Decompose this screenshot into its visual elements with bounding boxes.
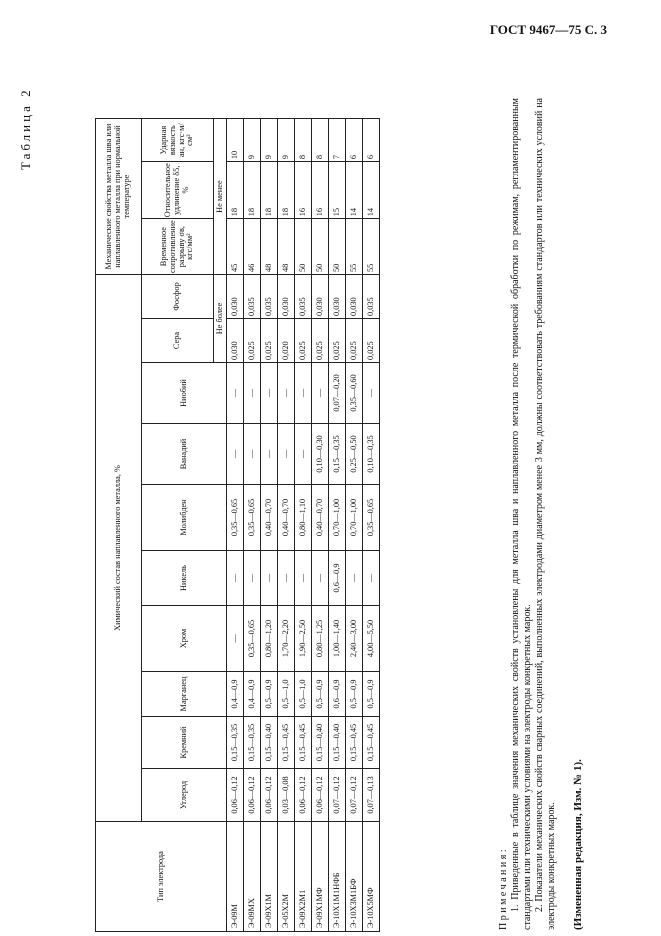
cell-type: Э-10Х5МФ xyxy=(363,822,380,932)
cell-mn: 0,5—1,0 xyxy=(295,672,312,717)
cell-delta: 18 xyxy=(244,162,261,219)
cell-mn: 0,5—0,9 xyxy=(312,672,329,717)
electrode-table xyxy=(95,118,380,932)
cell-ni: — xyxy=(278,551,295,606)
cell-p: 0,030 xyxy=(346,275,363,319)
cell-type: Э-10Х3М1БФ xyxy=(346,822,363,932)
chrome-header: Хром xyxy=(142,606,227,672)
table-caption: Таблица 2 xyxy=(18,87,33,170)
table-row xyxy=(363,119,380,932)
chem-composition-header: Химический состав наплавленного металла, % xyxy=(96,275,142,822)
cell-p: 0,030 xyxy=(329,275,346,319)
cell-p: 0,035 xyxy=(363,275,380,319)
cell-c: 0,06—0,12 xyxy=(295,769,312,822)
cell-mo: 0,35—0,65 xyxy=(227,485,244,551)
elongation-header: Относительное удлинение δ5, % xyxy=(142,162,214,219)
rotated-page-content xyxy=(0,87,661,936)
silicon-header: Кремний xyxy=(142,717,227,769)
cell-mn: 0,5—0,9 xyxy=(363,672,380,717)
cell-mn: 0,5—1,0 xyxy=(278,672,295,717)
cell-si: 0,15—0,45 xyxy=(363,717,380,769)
cell-si: 0,15—0,40 xyxy=(261,717,278,769)
cell-a: 7 xyxy=(329,119,346,162)
cell-v: — xyxy=(278,424,295,485)
cell-ni: — xyxy=(261,551,278,606)
note-2: 2. Показатели механических свойств сварных соединений, выполненных электродами диаметром менее 3 мм, должны соответствовать требованиям стандартов или технических условий на электроды конкретных марок. xyxy=(534,98,557,930)
cell-mn: 0,4—0,9 xyxy=(227,672,244,717)
cell-ni: — xyxy=(244,551,261,606)
cell-cr: 0,80—1,25 xyxy=(312,606,329,672)
cell-type: Э-09Х1М xyxy=(261,822,278,932)
cell-si: 0,15—0,45 xyxy=(295,717,312,769)
cell-sigma: 48 xyxy=(278,219,295,275)
cell-sigma: 50 xyxy=(329,219,346,275)
cell-type: Э-09М xyxy=(227,822,244,932)
cell-ni: 0,6—0,9 xyxy=(329,551,346,606)
cell-delta: 14 xyxy=(346,162,363,219)
cell-v: 0,15—0,35 xyxy=(329,424,346,485)
cell-delta: 18 xyxy=(278,162,295,219)
cell-mo: 0,70—1,00 xyxy=(329,485,346,551)
cell-delta: 14 xyxy=(363,162,380,219)
cell-nb: — xyxy=(312,363,329,424)
cell-delta: 16 xyxy=(312,162,329,219)
table-row xyxy=(295,119,312,932)
cell-cr: — xyxy=(227,606,244,672)
cell-si: 0,15—0,40 xyxy=(312,717,329,769)
cell-p: 0,035 xyxy=(261,275,278,319)
molybdenum-header: Молибден xyxy=(142,485,227,551)
niobium-header: Ниобий xyxy=(142,363,227,424)
cell-s: 0,025 xyxy=(363,319,380,363)
cell-c: 0,07—0,12 xyxy=(329,769,346,822)
manganese-header: Марганец xyxy=(142,672,227,717)
cell-c: 0,06—0,12 xyxy=(244,769,261,822)
strength-header: Временное сопротивление разрыву σв, кгс/мм² xyxy=(142,219,214,275)
redaction-note: (Измененная редакция, Изм. № 1). xyxy=(572,759,584,930)
notes-section xyxy=(498,98,558,930)
table-row xyxy=(278,119,295,932)
cell-sigma: 46 xyxy=(244,219,261,275)
cell-mn: 0,5—0,9 xyxy=(346,672,363,717)
cell-mo: 0,35—0,65 xyxy=(363,485,380,551)
table-row xyxy=(329,119,346,932)
cell-s: 0,020 xyxy=(278,319,295,363)
cell-cr: 0,35—0,65 xyxy=(244,606,261,672)
table-row xyxy=(346,119,363,932)
cell-type: Э-09МХ xyxy=(244,822,261,932)
cell-type: Э-10Х1М1НФБ xyxy=(329,822,346,932)
cell-v: — xyxy=(295,424,312,485)
table-row xyxy=(227,119,244,932)
cell-si: 0,15—0,35 xyxy=(227,717,244,769)
cell-nb: — xyxy=(295,363,312,424)
cell-cr: 1,90—2,50 xyxy=(295,606,312,672)
impact-header: Ударная вязкость aн, кгс·м/см² xyxy=(142,119,214,162)
cell-ni: — xyxy=(346,551,363,606)
page-header: ГОСТ 9467—75 С. 3 xyxy=(489,22,607,37)
note-1: 1. Приведенные в таблице значения механических свойств установлены для металла шва и наплавленного металла после термической обработки по режимам, регламентированным стандартами или техническими условиями на электроды конкретных марок. xyxy=(510,98,533,930)
cell-si: 0,15—0,35 xyxy=(244,717,261,769)
cell-nb: 0,35—0,60 xyxy=(346,363,363,424)
notes-title: Примечания: xyxy=(498,846,509,930)
cell-v: — xyxy=(244,424,261,485)
cell-sigma: 50 xyxy=(295,219,312,275)
limit-min-label: Не менее xyxy=(214,119,227,275)
cell-v: 0,25—0,50 xyxy=(346,424,363,485)
cell-v: — xyxy=(227,424,244,485)
cell-cr: 1,00—1,40 xyxy=(329,606,346,672)
cell-s: 0,025 xyxy=(329,319,346,363)
cell-mo: 0,40—0,70 xyxy=(261,485,278,551)
cell-sigma: 48 xyxy=(261,219,278,275)
cell-mn: 0,4—0,9 xyxy=(244,672,261,717)
cell-cr: 0,80—1,20 xyxy=(261,606,278,672)
cell-c: 0,07—0,13 xyxy=(363,769,380,822)
cell-nb: — xyxy=(278,363,295,424)
cell-mo: 0,40—0,70 xyxy=(312,485,329,551)
cell-p: 0,030 xyxy=(312,275,329,319)
cell-nb: — xyxy=(244,363,261,424)
cell-s: 0,025 xyxy=(261,319,278,363)
cell-s: 0,025 xyxy=(312,319,329,363)
cell-cr: 1,70—2,20 xyxy=(278,606,295,672)
cell-s: 0,025 xyxy=(295,319,312,363)
cell-mo: 0,80—1,10 xyxy=(295,485,312,551)
cell-c: 0,03—0,08 xyxy=(278,769,295,822)
carbon-header: Углерод xyxy=(142,769,227,822)
table-row xyxy=(261,119,278,932)
cell-a: 6 xyxy=(346,119,363,162)
cell-sigma: 45 xyxy=(227,219,244,275)
cell-nb: 0,07—0,20 xyxy=(329,363,346,424)
cell-delta: 18 xyxy=(227,162,244,219)
cell-c: 0,07—0,12 xyxy=(346,769,363,822)
cell-mo: 0,70—1,00 xyxy=(346,485,363,551)
cell-sigma: 55 xyxy=(363,219,380,275)
cell-si: 0,15—0,40 xyxy=(329,717,346,769)
cell-si: 0,15—0,45 xyxy=(278,717,295,769)
table-row xyxy=(244,119,261,932)
cell-a: 9 xyxy=(244,119,261,162)
cell-a: 6 xyxy=(363,119,380,162)
cell-si: 0,15—0,45 xyxy=(346,717,363,769)
cell-a: 10 xyxy=(227,119,244,162)
cell-s: 0,025 xyxy=(244,319,261,363)
cell-cr: 2,40—3,00 xyxy=(346,606,363,672)
sulfur-header: Сера xyxy=(142,319,214,363)
electrode-type-header: Тип электрода xyxy=(96,822,227,932)
cell-nb: — xyxy=(261,363,278,424)
cell-mn: 0,6—0,9 xyxy=(329,672,346,717)
cell-c: 0,06—0,12 xyxy=(261,769,278,822)
cell-s: 0,025 xyxy=(346,319,363,363)
cell-s: 0,030 xyxy=(227,319,244,363)
limit-max-label: Не более xyxy=(214,275,227,363)
cell-p: 0,035 xyxy=(295,275,312,319)
nickel-header: Никель xyxy=(142,551,227,606)
mech-properties-header: Механические свойства металла шва или наплавленного металла при нормальной температуре xyxy=(96,119,142,275)
cell-ni: — xyxy=(227,551,244,606)
cell-v: 0,10—0,30 xyxy=(312,424,329,485)
cell-type: Э-09Х1МФ xyxy=(312,822,329,932)
cell-ni: — xyxy=(363,551,380,606)
cell-a: 9 xyxy=(261,119,278,162)
cell-type: Э-05Х2М xyxy=(278,822,295,932)
cell-type: Э-09Х2М1 xyxy=(295,822,312,932)
cell-p: 0,030 xyxy=(278,275,295,319)
cell-p: 0,030 xyxy=(227,275,244,319)
cell-delta: 16 xyxy=(295,162,312,219)
cell-v: 0,10—0,35 xyxy=(363,424,380,485)
cell-v: — xyxy=(261,424,278,485)
phosphorus-header: Фосфор xyxy=(142,275,214,319)
cell-mo: 0,35—0,65 xyxy=(244,485,261,551)
cell-c: 0,06—0,12 xyxy=(312,769,329,822)
cell-delta: 15 xyxy=(329,162,346,219)
cell-a: 8 xyxy=(312,119,329,162)
cell-ni: — xyxy=(312,551,329,606)
cell-sigma: 50 xyxy=(312,219,329,275)
cell-a: 9 xyxy=(278,119,295,162)
cell-c: 0,06—0,12 xyxy=(227,769,244,822)
vanadium-header: Ванадий xyxy=(142,424,227,485)
cell-a: 8 xyxy=(295,119,312,162)
cell-cr: 4,00—5,50 xyxy=(363,606,380,672)
cell-delta: 18 xyxy=(261,162,278,219)
table-body xyxy=(227,119,380,932)
cell-mo: 0,40—0,70 xyxy=(278,485,295,551)
cell-ni: — xyxy=(295,551,312,606)
cell-nb: — xyxy=(363,363,380,424)
cell-mn: 0,5—0,9 xyxy=(261,672,278,717)
cell-nb: — xyxy=(227,363,244,424)
cell-sigma: 55 xyxy=(346,219,363,275)
cell-p: 0,035 xyxy=(244,275,261,319)
table-row xyxy=(312,119,329,932)
